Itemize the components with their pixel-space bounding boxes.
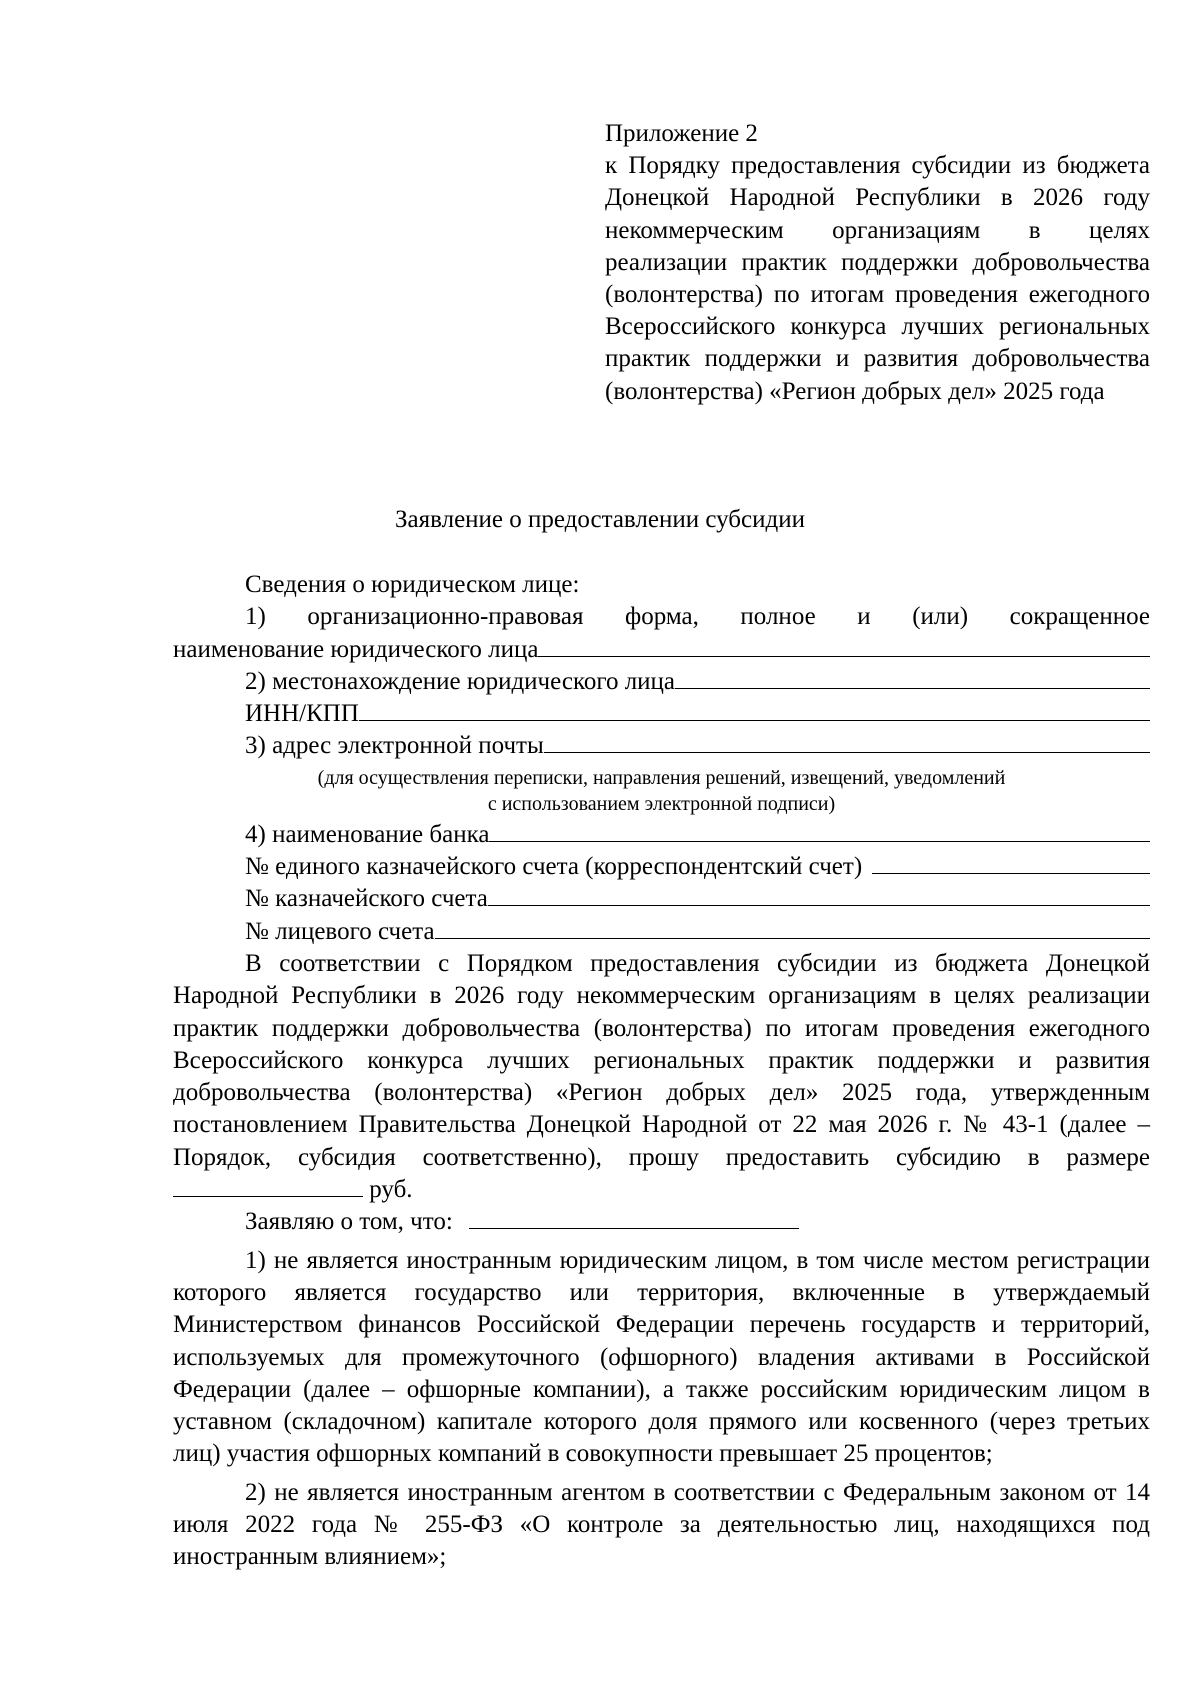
declare-intro: Заявляю о том, что: [245, 1208, 453, 1236]
field-single-treasury [173, 851, 1150, 883]
field-org-name [173, 634, 1150, 666]
declare-entity-blank[interactable] [469, 1208, 799, 1229]
declaration-item-1: 1) не является иностранным юридическим лицом, в том числе местом регистрации которого является государство или территория, включенные в утверждаемый Министерством финансов Российской Федерации перечень государств и территорий, используемых для промежуточного (офшорного) владения активами в Российской Федерации (далее – офшорные компании), а также российским юридическим лицом в уставном (складочном) капитале которого доля прямого или косвенного (через третьих лиц) участия офшорных компаний в совокупности превышает 25 процентов; [173, 1246, 1150, 1468]
field-personal-account-blank[interactable] [435, 937, 1150, 939]
field-personal-account [173, 916, 1150, 948]
document-title: Заявление о предоставлении субсидии [395, 506, 805, 533]
field-treasury-blank[interactable] [488, 904, 1150, 906]
field-bank-blank[interactable] [489, 840, 1150, 842]
field-org-name-label: наименование юридического лица [173, 635, 539, 663]
field-bank-label: 4) наименование банка [245, 820, 490, 848]
field-inn [173, 698, 1150, 730]
declare-intro-line [173, 1206, 1150, 1238]
statement-text: В соответствии с Порядком предоставления субсидии из бюджета Донецкой Народной Республики в 2026 году некоммерческим организациям в целях реализации практик поддержки добровольчества (волонтерства) по итогам проведения ежегодного Всероссийского конкурса лучших региональных практик поддержки и развития добровольчества (волонтерства) «Регион добрых дел» 2025 года, утвержденным постановлением Правительства Донецкой Народной от 22 мая 2026 г. № 43-1 (далее – Порядок, субсидия соответственно), прошу предоставить субсидию в размере [173, 949, 1150, 1171]
legal-entity-intro: Сведения о юридическом лице: [245, 571, 580, 598]
declaration-item-2: 2) не является иностранным агентом в соответствии с Федеральным законом от 14 июля 2022 года № 255-ФЗ «О контроле за деятельностью лиц, находящихся под иностранным влиянием»; [173, 1478, 1150, 1571]
field-inn-label: ИНН/КПП [245, 700, 359, 728]
email-note-line2: с использованием электронной подписи) [487, 793, 836, 816]
field-email-label: 3) адрес электронной почты [245, 732, 544, 760]
field-single-treasury-blank[interactable] [872, 872, 1150, 874]
field-email [173, 730, 1150, 762]
field-location [173, 666, 1150, 698]
field-email-blank[interactable] [544, 751, 1150, 753]
field-personal-account-label: № лицевого счета [245, 917, 435, 945]
field-single-treasury-label: № единого казначейского счета (корреспондентский счет) [245, 853, 863, 881]
field-treasury-label: № казначейского счета [245, 885, 488, 913]
subsidy-amount-blank[interactable] [173, 1176, 363, 1197]
field-org-name-blank[interactable] [538, 655, 1150, 657]
field-bank [173, 819, 1150, 851]
appendix-reference: к Порядку предоставления субсидии из бюджета Донецкой Народной Республики в 2026 году некоммерческим организациям в целях реализации практик поддержки добровольчества (волонтерства) по итогам проведения ежегодного Всероссийского конкурса лучших региональных практик поддержки и развития добровольчества (волонтерства) «Регион добрых дел» 2025 года [605, 152, 1150, 405]
appendix-number: Приложение 2 [605, 120, 758, 147]
field-inn-blank[interactable] [359, 719, 1150, 721]
statement-paragraph [173, 948, 1150, 1206]
field-org-form-label: 1) организационно-правовая форма, полное и (или) сокращенное [245, 603, 1150, 631]
field-location-blank[interactable] [675, 687, 1150, 689]
email-note-line1: (для осуществления переписки, направления решений, извещений, уведомлений [317, 766, 1006, 789]
currency-label: руб. [369, 1176, 413, 1204]
document-body [173, 569, 1150, 1574]
field-location-label: 2) местонахождение юридического лица [245, 667, 676, 695]
field-treasury [173, 883, 1150, 915]
appendix-header [605, 118, 1150, 408]
